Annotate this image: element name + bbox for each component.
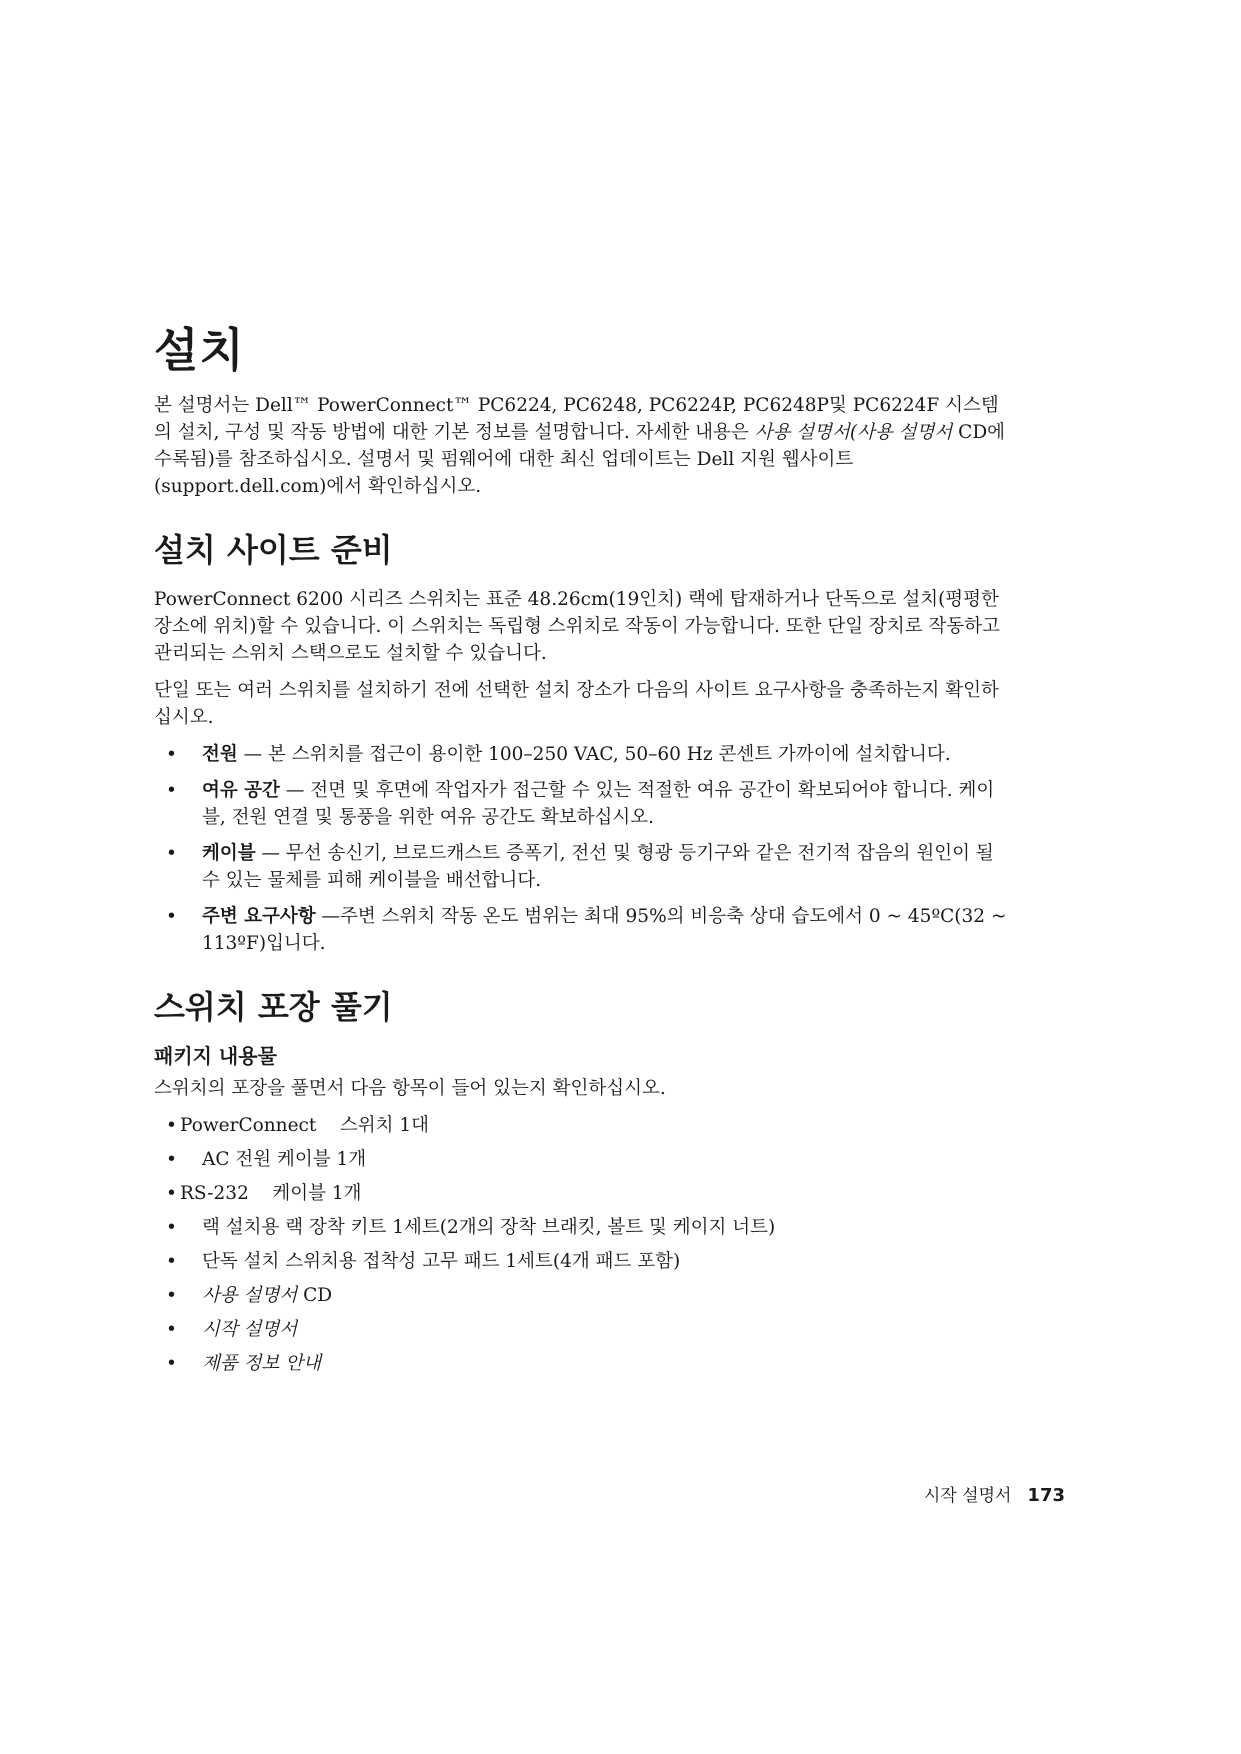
document-body	[154, 322, 1014, 1384]
requirement-text: — 전면 및 후면에 작업자가 접근할 수 있는 적절한 여유 공간이 확보되어야 합니다. 케이블, 전원 연결 및 통풍을 위한 여유 공간도 확보하십시오.	[202, 780, 995, 828]
page-title: 설치	[154, 323, 245, 377]
site-requirements-list	[154, 741, 1014, 957]
list-item	[154, 1282, 1014, 1309]
site-prep-paragraph-2: 단일 또는 여러 스위치를 설치하기 전에 선택한 설치 장소가 다음의 사이트 요구사항을 충족하는지 확인하십시오.	[154, 680, 999, 728]
list-item	[154, 1350, 1014, 1377]
item-text: AC 전원 케이블 1개	[202, 1149, 367, 1170]
page-footer	[924, 1484, 1065, 1508]
item-italic-text: 제품 정보 안내	[202, 1353, 321, 1374]
site-prep-paragraph-1: PowerConnect 6200 시리즈 스위치는 표준 48.26cm(19인치) 랙에 탑재하거나 단독으로 설치(평평한 장소에 위치)할 수 있습니다. 이 스위치는 독립형 스위치로 작동이 가능합니다. 또한 단일 장치로 작동하고 관리되는 스위치 스택으로도 설치할 수 있습니다.	[154, 589, 1001, 664]
package-contents-list	[154, 1112, 1014, 1377]
intro-paragraph	[154, 392, 1014, 500]
requirement-text: — 무선 송신기, 브로드캐스트 증폭기, 전선 및 형광 등기구와 같은 전기적 잡음의 원인이 될 수 있는 물체를 피해 케이블을 배선합니다.	[202, 843, 994, 891]
requirement-term: 전원	[202, 744, 238, 765]
item-text: 단독 설치 스위치용 접착성 고무 패드 1세트(4개 패드 포함)	[202, 1251, 681, 1272]
list-item	[154, 1214, 1014, 1241]
requirement-term: 주변 요구사항	[202, 906, 316, 927]
list-item	[154, 1248, 1014, 1275]
item-text: PowerConnect 스위치 1대	[180, 1115, 429, 1136]
item-text: RS-232 케이블 1개	[180, 1183, 362, 1204]
subheading-package-contents: 패키지 내용물	[154, 1044, 277, 1068]
page-number: 173	[1027, 1485, 1065, 1506]
list-item	[154, 741, 1014, 768]
unpack-intro: 스위치의 포장을 풀면서 다음 항목이 들어 있는지 확인하십시오.	[154, 1078, 666, 1099]
footer-label: 시작 설명서	[923, 1486, 1012, 1506]
item-italic-text: 시작 설명서	[202, 1319, 298, 1340]
list-item	[154, 1112, 1014, 1139]
intro-text-before: 본 설명서는 Dell™ PowerConnect™ PC6224, PC6248, PC6224P, PC6248P및 PC6224F 시스템의 설치, 구성 및 작동 방법에 대한 기본 정보를 설명합니다. 자세한 내용은	[154, 395, 999, 443]
intro-text-after: CD에 수록됨)를 참조하십시오. 설명서 및 펌웨어에 대한 최신 업데이트는 Dell 지원 웹사이트(support.dell.com)에서 확인하십시오.	[154, 422, 1006, 497]
list-item	[154, 1316, 1014, 1343]
intro-text-italic: 사용 설명서(사용 설명서	[754, 422, 953, 443]
section-heading-site-prep: 설치 사이트 준비	[154, 531, 393, 569]
item-text: CD	[297, 1285, 333, 1306]
list-item	[154, 777, 1014, 831]
requirement-term: 케이블	[202, 843, 256, 864]
requirement-text: —주변 스위치 작동 온도 범위는 최대 95%의 비응축 상대 습도에서 0 ~ 45ºC(32 ~ 113ºF)입니다.	[202, 906, 1007, 954]
list-item	[154, 1146, 1014, 1173]
requirement-text: — 본 스위치를 접근이 용이한 100–250 VAC, 50–60 Hz 콘센트 가까이에 설치합니다.	[237, 744, 951, 765]
item-italic-text: 사용 설명서	[202, 1285, 298, 1306]
requirement-term: 여유 공간	[202, 780, 280, 801]
section-heading-unpack: 스위치 포장 풀기	[154, 988, 393, 1026]
list-item	[154, 903, 1014, 957]
list-item	[154, 840, 1014, 894]
list-item	[154, 1180, 1014, 1207]
item-text: 랙 설치용 랙 장착 키트 1세트(2개의 장착 브래킷, 볼트 및 케이지 너트)	[202, 1217, 776, 1238]
